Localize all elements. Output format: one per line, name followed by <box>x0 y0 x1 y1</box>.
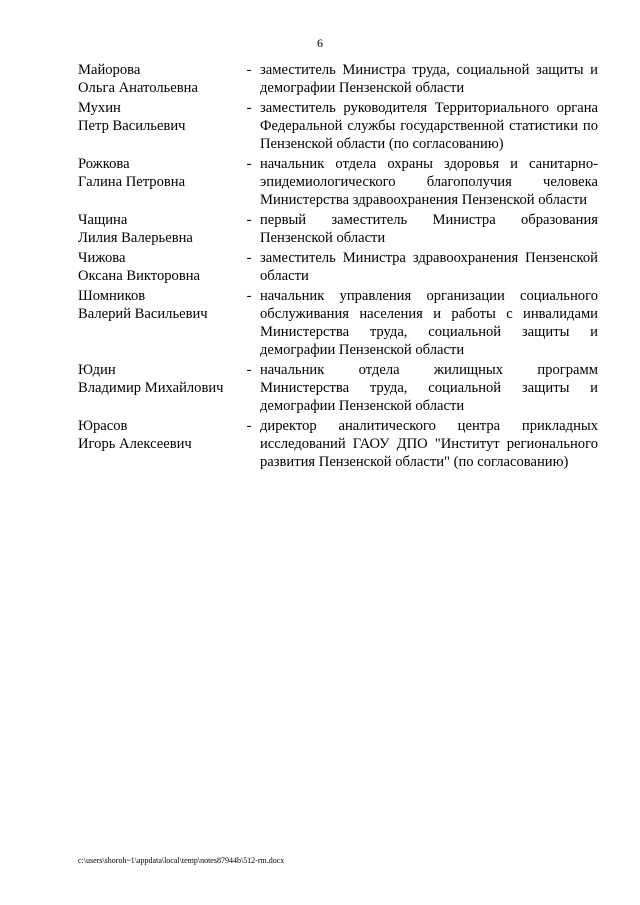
member-position: начальник отдела охраны здоровья и санитарно-эпидемиологического благополучия человека Министерства здравоохранения Пензенской области <box>260 156 598 208</box>
member-position: начальник управления организации социального обслуживания населения и работы с инвалидами Министерства труда, социальной защиты и демографии Пензенской области <box>260 288 598 358</box>
member-surname: Шомников <box>78 288 146 304</box>
member-position: директор аналитического центра прикладных исследований ГАОУ ДПО "Институт регионального развития Пензенской области" (по согласованию) <box>260 418 598 470</box>
member-given-names: Игорь Алексеевич <box>78 436 192 452</box>
member-given-names: Ольга Анатольевна <box>78 80 198 96</box>
separator-dash: - <box>246 156 252 172</box>
member-name <box>78 361 238 397</box>
member-surname: Чижова <box>78 250 126 266</box>
member-name <box>78 99 238 135</box>
member-given-names: Галина Петровна <box>78 174 186 190</box>
separator-dash: - <box>246 62 252 78</box>
member-given-names: Оксана Викторовна <box>78 268 201 284</box>
member-roster <box>78 61 598 473</box>
member-given-names: Петр Васильевич <box>78 118 186 134</box>
member-surname: Мухин <box>78 100 121 116</box>
roster-entry <box>78 249 598 285</box>
member-name <box>78 155 238 191</box>
member-surname: Юдин <box>78 362 116 378</box>
roster-entry <box>78 287 598 359</box>
member-position: заместитель Министра здравоохранения Пензенской области <box>260 250 598 284</box>
roster-entry <box>78 155 598 209</box>
member-surname: Чащина <box>78 212 128 228</box>
member-name <box>78 249 238 285</box>
member-surname: Майорова <box>78 62 141 78</box>
member-given-names: Лилия Валерьевна <box>78 230 193 246</box>
roster-entry <box>78 417 598 471</box>
separator-dash: - <box>246 288 252 304</box>
member-name <box>78 61 238 97</box>
member-given-names: Владимир Михайлович <box>78 380 224 396</box>
member-position: начальник отдела жилищных программ Министерства труда, социальной защиты и демографии Пензенской области <box>260 362 598 414</box>
separator-dash: - <box>246 418 252 434</box>
member-position: заместитель Министра труда, социальной защиты и демографии Пензенской области <box>260 62 598 96</box>
roster-entry <box>78 361 598 415</box>
member-name <box>78 287 238 323</box>
member-name <box>78 417 238 453</box>
separator-dash: - <box>246 362 252 378</box>
roster-entry <box>78 211 598 247</box>
roster-entry <box>78 61 598 97</box>
member-given-names: Валерий Васильевич <box>78 306 208 322</box>
member-name <box>78 211 238 247</box>
member-surname: Рожкова <box>78 156 130 172</box>
separator-dash: - <box>246 212 252 228</box>
page-number: 6 <box>317 36 323 50</box>
member-surname: Юрасов <box>78 418 128 434</box>
footer-file-path: c:\users\shoroh~1\appdata\local\temp\notes87944b\512-rm.docx <box>78 856 285 865</box>
member-position: первый заместитель Министра образования Пензенской области <box>260 212 598 246</box>
separator-dash: - <box>246 100 252 116</box>
roster-entry <box>78 99 598 153</box>
separator-dash: - <box>246 250 252 266</box>
member-position: заместитель руководителя Территориального органа Федеральной службы государственной статистики по Пензенской области (по согласованию) <box>260 100 598 152</box>
